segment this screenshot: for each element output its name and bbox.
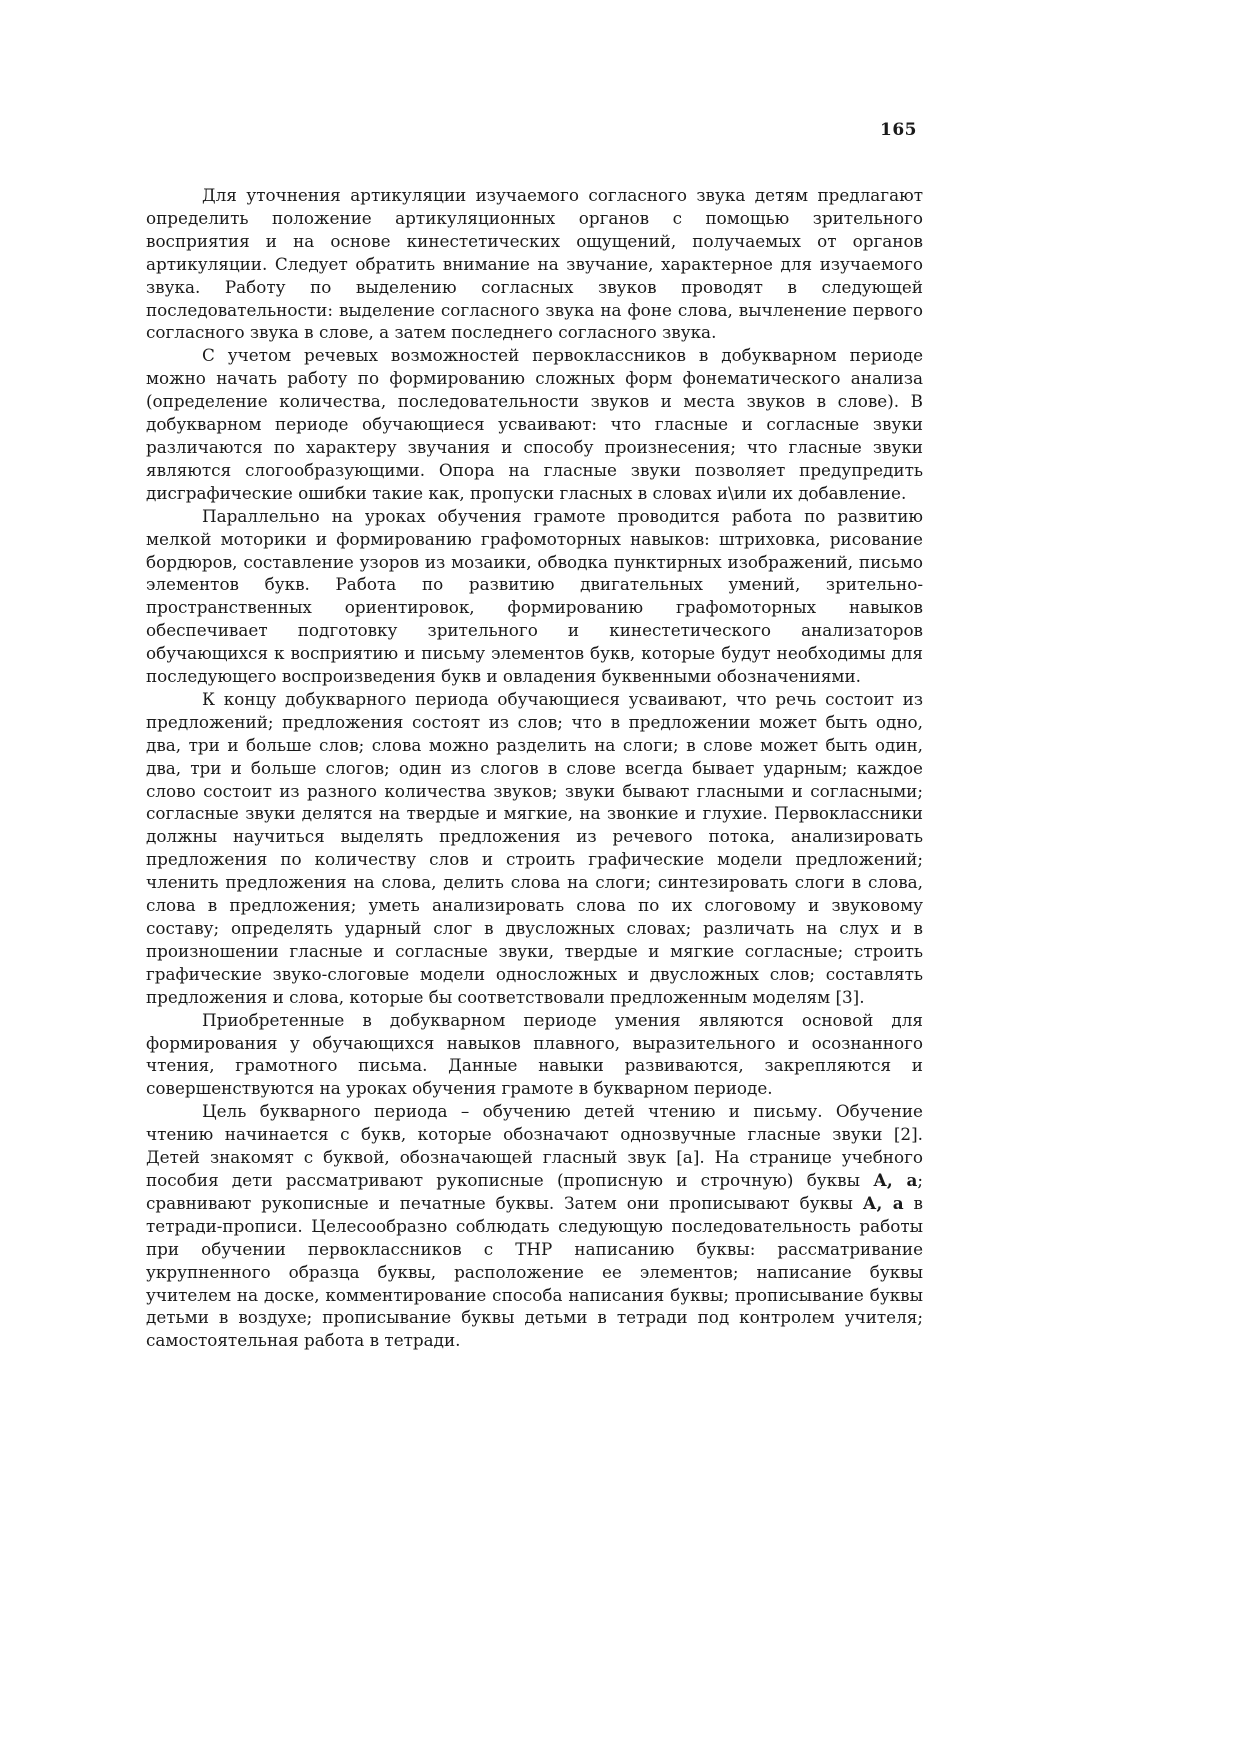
paragraph-phonemic-analysis: С учетом речевых возможностей первоклассников в добукварном периоде можно начать работу по формированию сложных форм фонематического анализа (определение количества, последовательности звуков и места звуков в слове). В добукварном периоде обучающиеся усваивают: что гласные и согласные звуки различаются по характеру звучания и способу произнесения; что гласные звуки являются слогообразующими. Опора на гласные звуки позволяет предупредить дисграфические ошибки такие как, пропуски гласных в словах и\или их добавление.: [146, 345, 923, 503]
alphabet-goal-text-part1: Цель букварного периода – обучению детей чтению и письму. Обучение чтению начинается с букв, которые обозначают однозвучные гласные звуки [2]. Детей знакомят с буквой, обозначающей гласный звук [а]. На странице учебного пособия дети рассматривают рукописные (прописную и строчную) буквы: [146, 1101, 923, 1190]
paragraph-fine-motor-skills: Параллельно на уроках обучения грамоте проводится работа по развитию мелкой моторики и формированию графомоторных навыков: штриховка, рисование бордюров, составление узоров из мозаики, обводка пунктирных изображений, письмо элементов букв. Работа по развитию двигательных умений, зрительно-пространственных ориентировок, формированию графомоторных навыков обеспечивает подготовку зрительного и кинестетического анализаторов обучающихся к восприятию и письму элементов букв, которые будут необходимы для последующего воспроизведения букв и овладения буквенными обозначениями.: [146, 505, 923, 687]
alphabet-goal-text-part3: в тетради-прописи. Целесообразно соблюдать следующую последовательность работы при обучении первоклассников с ТНР написанию буквы: рассматривание укрупненного образца буквы, расположение ее элементов; написание буквы учителем на доске, комментирование способа написания буквы; прописывание буквы детьми в воздухе; прописывание буквы детьми в тетради под контролем учителя; самостоятельная работа в тетради.: [146, 1192, 923, 1351]
letter-a-bold-second: А, а: [862, 1192, 904, 1213]
body-text: [146, 184, 923, 1352]
alphabet-goal-text-part2: ; сравнивают рукописные и печатные буквы. Затем они прописывают буквы: [146, 1169, 924, 1213]
paragraph-reading-skills-basis: Приобретенные в добукварном периоде умения являются основой для формирования у обучающихся навыков плавного, выразительного и осознанного чтения, грамотного письма. Данные навыки развиваются, закрепляются и совершенствуются на уроках обучения грамоте в букварном периоде.: [146, 1009, 923, 1099]
letter-a-bold-first: А, а: [873, 1169, 918, 1190]
paragraph-consonant-articulation: Для уточнения артикуляции изучаемого согласного звука детям предлагают определить положение артикуляционных органов с помощью зрительного восприятия и на основе кинестетических ощущений, получаемых от органов артикуляции. Следует обратить внимание на звучание, характерное для изучаемого звука. Работу по выделению согласных звуков проводят в следующей последовательности: выделение согласного звука на фоне слова, вычленение первого согласного звука в слове, а затем последнего согласного звука.: [146, 185, 923, 343]
page-number: 165: [880, 120, 917, 140]
paragraph-alphabet-period-goal: [146, 1100, 923, 1352]
paragraph-pre-alphabet-outcomes: К концу добукварного периода обучающиеся усваивают, что речь состоит из предложений; предложения состоят из слов; что в предложении может быть одно, два, три и больше слов; слова можно разделить на слоги; в слове может быть один, два, три и больше слогов; один из слогов в слове всегда бывает ударным; каждое слово состоит из разного количества звуков; звуки бывают гласными и согласными; согласные звуки делятся на твердые и мягкие, на звонкие и глухие. Первоклассники должны научиться выделять предложения из речевого потока, анализировать предложения по количеству слов и строить графические модели предложений; членить предложения на слова, делить слова на слоги; синтезировать слоги в слова, слова в предложения; уметь анализировать слова по их слоговому и звуковому составу; определять ударный слог в двусложных словах; различать на слух и в произношении гласные и согласные звуки, твердые и мягкие согласные; строить графические звуко-слоговые модели односложных и двусложных слов; составлять предложения и слова, которые бы соответствовали предложенным моделям [3].: [146, 688, 923, 1007]
